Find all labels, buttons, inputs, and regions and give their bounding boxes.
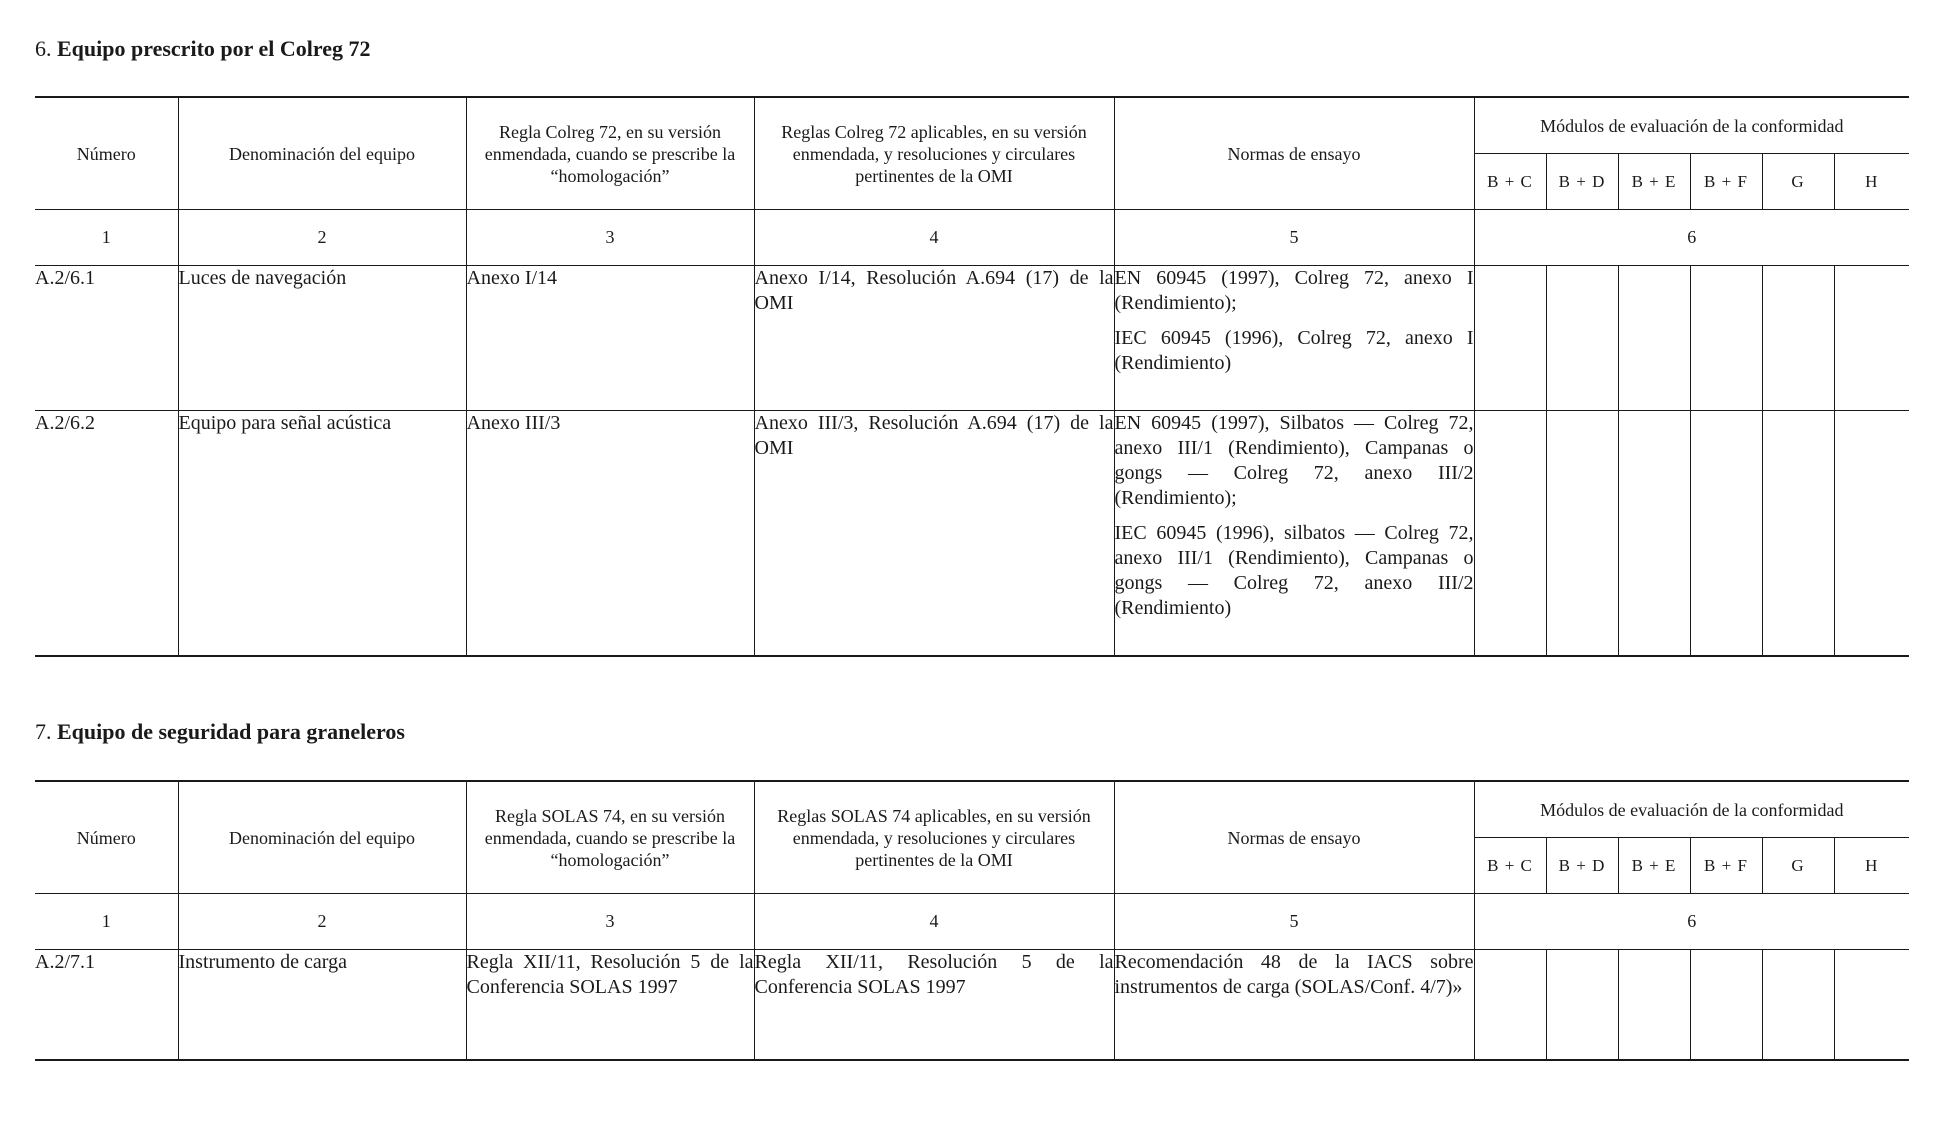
module-cell — [1546, 950, 1618, 1060]
column-number: 5 — [1114, 210, 1474, 266]
header-regla: Regla SOLAS 74, en su versión enmendada, cuando se prescribe la “homologación” — [466, 781, 754, 894]
header-module-g: G — [1762, 154, 1834, 210]
section-number: 6. — [35, 36, 52, 61]
module-cell — [1834, 411, 1909, 656]
module-cell — [1762, 950, 1834, 1060]
colreg-equipment-table — [35, 96, 1909, 657]
header-module-bf: B + F — [1690, 154, 1762, 210]
header-denominacion: Denominación del equipo — [178, 97, 466, 210]
cell-regla: Regla XII/11, Resolución 5 de la Conferencia SOLAS 1997 — [466, 950, 754, 1060]
header-module-bd: B + D — [1546, 154, 1618, 210]
column-number: 2 — [178, 210, 466, 266]
module-cell — [1690, 266, 1762, 411]
header-regla: Regla Colreg 72, en su versión enmendada, cuando se prescribe la “homologación” — [466, 97, 754, 210]
cell-denominacion: Equipo para señal acústica — [178, 411, 466, 656]
column-number: 4 — [754, 894, 1114, 950]
module-cell — [1474, 266, 1546, 411]
header-module-be: B + E — [1618, 838, 1690, 894]
header-normas: Normas de ensayo — [1114, 781, 1474, 894]
section-6-title — [35, 36, 371, 62]
header-denominacion: Denominación del equipo — [178, 781, 466, 894]
cell-normas — [1114, 411, 1474, 656]
module-cell — [1618, 411, 1690, 656]
module-cell — [1690, 950, 1762, 1060]
table-row — [35, 411, 1909, 656]
module-cell — [1762, 411, 1834, 656]
table-row — [35, 266, 1909, 411]
table-row — [35, 950, 1909, 1060]
header-module-be: B + E — [1618, 154, 1690, 210]
header-modulos: Módulos de evaluación de la conformidad — [1474, 97, 1909, 154]
module-cell — [1762, 266, 1834, 411]
module-cell — [1546, 411, 1618, 656]
column-number: 6 — [1474, 210, 1909, 266]
module-cell — [1474, 950, 1546, 1060]
module-cell — [1546, 266, 1618, 411]
module-cell — [1834, 266, 1909, 411]
cell-reglas-aplicables: Regla XII/11, Resolución 5 de la Conferencia SOLAS 1997 — [754, 950, 1114, 1060]
normas-paragraph: Recomendación 48 de la IACS sobre instrumentos de carga (SOLAS/Conf. 4/7)» — [1114, 951, 1474, 998]
header-module-bc: B + C — [1474, 154, 1546, 210]
section-heading: Equipo prescrito por el Colreg 72 — [57, 36, 371, 61]
column-number: 6 — [1474, 894, 1909, 950]
cell-regla: Anexo I/14 — [466, 266, 754, 411]
normas-paragraph: EN 60945 (1997), Colreg 72, anexo I (Rendimiento); — [1114, 267, 1474, 314]
header-reglas-aplicables: Reglas SOLAS 74 aplicables, en su versión enmendada, y resoluciones y circulares pertinentes de la OMI — [754, 781, 1114, 894]
normas-paragraph: IEC 60945 (1996), silbatos — Colreg 72, anexo III/1 (Rendimiento), Campanas o gongs — Colreg 72, anexo III/2 (Rendimiento) — [1114, 522, 1474, 619]
cell-denominacion: Instrumento de carga — [178, 950, 466, 1060]
cell-denominacion: Luces de navegación — [178, 266, 466, 411]
cell-reglas-aplicables: Anexo III/3, Resolución A.694 (17) de la OMI — [754, 411, 1114, 656]
cell-numero: A.2/6.1 — [35, 266, 178, 411]
cell-normas — [1114, 266, 1474, 411]
column-number: 1 — [35, 210, 178, 266]
section-heading: Equipo de seguridad para graneleros — [57, 719, 405, 744]
column-number: 1 — [35, 894, 178, 950]
header-reglas-aplicables: Reglas Colreg 72 aplicables, en su versión enmendada, y resoluciones y circulares pertinentes de la OMI — [754, 97, 1114, 210]
header-module-h: H — [1834, 154, 1909, 210]
header-module-bc: B + C — [1474, 838, 1546, 894]
column-number: 4 — [754, 210, 1114, 266]
module-cell — [1474, 411, 1546, 656]
module-cell — [1690, 411, 1762, 656]
cell-normas — [1114, 950, 1474, 1060]
module-cell — [1618, 266, 1690, 411]
header-modulos: Módulos de evaluación de la conformidad — [1474, 781, 1909, 838]
module-cell — [1834, 950, 1909, 1060]
header-numero: Número — [35, 97, 178, 210]
solas-equipment-table — [35, 780, 1909, 1061]
header-module-bf: B + F — [1690, 838, 1762, 894]
cell-reglas-aplicables: Anexo I/14, Resolución A.694 (17) de la OMI — [754, 266, 1114, 411]
cell-regla: Anexo III/3 — [466, 411, 754, 656]
header-normas: Normas de ensayo — [1114, 97, 1474, 210]
column-number: 3 — [466, 894, 754, 950]
column-number: 2 — [178, 894, 466, 950]
header-module-g: G — [1762, 838, 1834, 894]
cell-numero: A.2/6.2 — [35, 411, 178, 656]
header-numero: Número — [35, 781, 178, 894]
section-7-title — [35, 719, 405, 745]
module-cell — [1618, 950, 1690, 1060]
cell-numero: A.2/7.1 — [35, 950, 178, 1060]
section-number: 7. — [35, 719, 52, 744]
header-module-bd: B + D — [1546, 838, 1618, 894]
normas-paragraph: EN 60945 (1997), Silbatos — Colreg 72, anexo III/1 (Rendimiento), Campanas o gongs — Colreg 72, anexo III/2 (Rendimiento); — [1114, 412, 1474, 509]
column-number: 3 — [466, 210, 754, 266]
header-module-h: H — [1834, 838, 1909, 894]
normas-paragraph: IEC 60945 (1996), Colreg 72, anexo I (Rendimiento) — [1114, 327, 1474, 374]
column-number: 5 — [1114, 894, 1474, 950]
